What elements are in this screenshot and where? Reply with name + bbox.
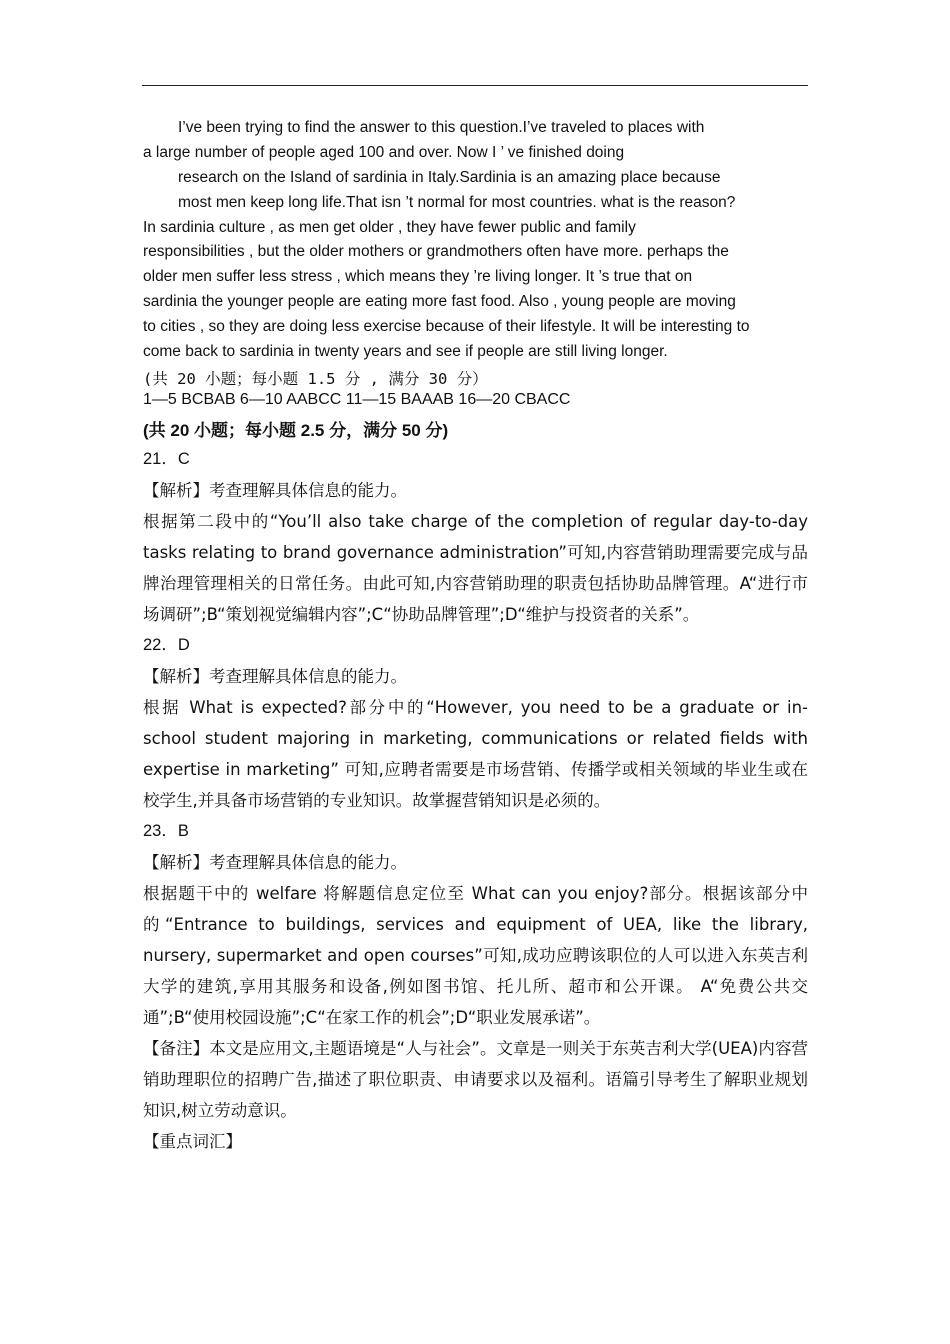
vocabulary-heading: 【重点词汇】 — [143, 1132, 242, 1151]
transcript-line: research on the Island of sardinia in Italy.Sardinia is an amazing place because — [178, 168, 721, 186]
section1-score-note: (共 20 小题；每小题 1.5 分 , 满分 30 分） — [143, 370, 488, 388]
question-23-analysis-label: 【解析】考查理解具体信息的能力。 — [143, 853, 407, 872]
header-rule — [142, 85, 808, 86]
answer-explanations — [143, 444, 808, 1157]
transcript-line: In sardinia culture , as men get older , they have fewer public and family — [143, 218, 636, 236]
transcript-line: I’ve been trying to find the answer to this question.I’ve traveled to places with — [178, 119, 705, 136]
section1-answer-key: 1—5 BCBAB 6—10 AABCC 11—15 BAAAB 16—20 CBACC — [143, 391, 571, 408]
question-21-answer: 21．C — [143, 450, 190, 468]
transcript-line: a large number of people aged 100 and over. Now I ’ ve finished doing — [143, 143, 625, 161]
transcript-line: sardinia the younger people are eating more fast food. Also , young people are moving — [143, 293, 736, 311]
transcript-line: most men keep long life.That isn ’t normal for most countries. what is the reason? — [178, 193, 736, 211]
question-22-explanation: 根据 What is expected?部分中的“However, you need to be a graduate or in-school student majoring in marketing, communications or related fields with expertise in marketing” 可知,应聘者需要是市场营销、传播学或相关领域的毕业生或在校学生,并具备市场营销的专业知识。故掌握营销知识是必须的。 — [143, 698, 808, 810]
transcript-line: responsibilities , but the older mothers or grandmothers often have more. perhaps the — [143, 243, 729, 261]
question-23-explanation: 根据题干中的 welfare 将解题信息定位至 What can you enjoy?部分。根据该部分中的“Entrance to buildings, services and equipment of UEA, like the library, nursery, supermarket and open courses”可知,成功应聘该职位的人可以进入东英吉利大学的建筑,享用其服务和设备,例如图书馆、托儿所、超市和公开课。 A“免费公共交通”;B“使用校园设施”;C“在家工作的机会”;D“职业发展承诺”。 — [143, 884, 808, 1027]
question-22-answer: 22．D — [143, 636, 190, 654]
listening-transcript — [143, 116, 808, 365]
question-21-explanation: 根据第二段中的“You’ll also take charge of the completion of regular day-to-day tasks relating to brand governance administration”可知,内容营销助理需要完成与品牌治理管理相关的日常任务。由此可知,内容营销助理的职责包括协助品牌管理。A“进行市场调研”;B“策划视觉编辑内容”;C“协助品牌管理”;D“维护与投资者的关系”。 — [143, 512, 808, 624]
question-22-analysis-label: 【解析】考查理解具体信息的能力。 — [143, 667, 407, 686]
passage-note: 【备注】本文是应用文,主题语境是“人与社会”。文章是一则关于东英吉利大学(UEA)内容营销助理职位的招聘广告,描述了职位职责、申请要求以及福利。语篇引导考生了解职业规划知识,树立劳动意识。 — [143, 1039, 808, 1120]
transcript-line: older men suffer less stress , which means they ’re living longer. It ’s true that on — [143, 268, 693, 286]
transcript-line: come back to sardinia in twenty years and see if people are still living longer. — [143, 343, 668, 361]
question-21-analysis-label: 【解析】考查理解具体信息的能力。 — [143, 481, 407, 500]
question-23-answer: 23．B — [143, 822, 189, 840]
section2-score-note: (共 20 小题；每小题 2.5 分，满分 50 分) — [143, 421, 449, 440]
transcript-line: to cities , so they are doing less exercise because of their lifestyle. It will be interesting to — [143, 318, 750, 336]
